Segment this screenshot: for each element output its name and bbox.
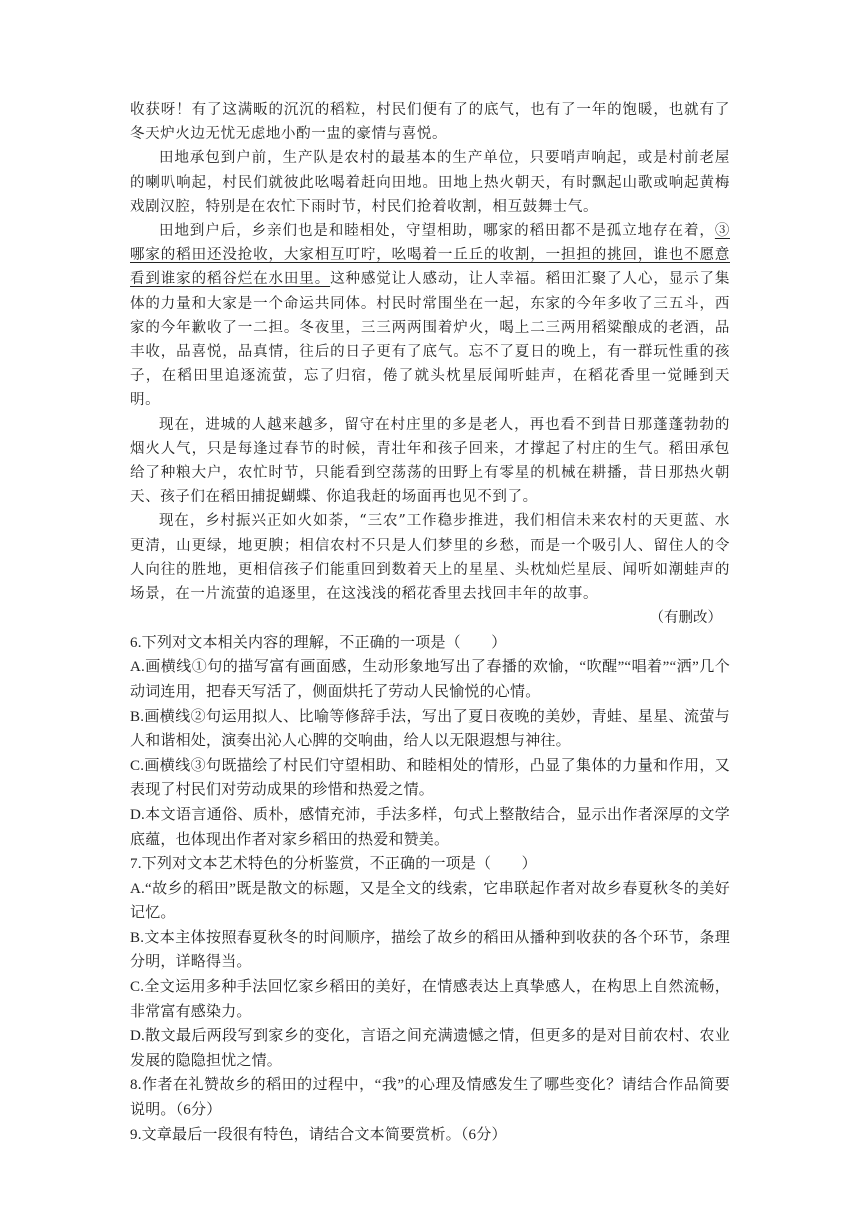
passage-text: 这种感觉让人感动，让人幸福。稻田汇聚了人心，显示了集体的力量和大家是一个命运共同体。村民时常围坐在一起，东家的今年多收了三五斗，西家的今年歉收了一二担。冬夜里，三三两两围着炉火，喝上二三两用稻粱酿成的老酒，品丰收，品喜悦，品真情，往后的日子更有了底气。忘不了夏日的晚上，有一群玩性重的孩子，在稻田里追逐流萤，忘了归宿，倦了就头枕星辰闻听蛙声，在稻花香里一觉睡到天明。 <box>130 271 730 409</box>
passage-paragraph: 收获呀！有了这满畈的沉沉的稻粒，村民们便有了的底气，也有了一年的饱暖，也就有了冬天炉火边无忧无虑地小酌一盅的豪情与喜悦。 <box>130 102 730 143</box>
passage-text: 田地到户后，乡亲们也是和睦相处，守望相助，哪家的稻田都不是孤立地存在着， <box>159 223 715 240</box>
question-6-option-c: C.画横线③句既描绘了村民们守望相助、和睦相处的情形，凸显了集体的力量和作用，又表现了村民们对劳动成果的珍惜和热爱之情。 <box>130 757 730 799</box>
page-content <box>130 98 730 1147</box>
question-6-option-a: A.画横线①句的描写富有画面感，生动形象地写出了春播的欢愉，“吹醒”“唱着”“洒”几个动词连用，把春天写活了，侧面烘托了劳动人民愉悦的心情。 <box>130 659 730 700</box>
passage-paragraph <box>130 219 730 413</box>
question-6-option-b: B.画横线②句运用拟人、比喻等修辞手法，写出了夏日夜晚的美妙，青蛙、星星、流萤与人和谐相处，演奏出沁人心脾的交响曲，给人以无限遐想与神往。 <box>130 708 730 750</box>
questions-section <box>130 631 730 1147</box>
passage-paragraph: 现在，乡村振兴正如火如荼，“三农”工作稳步推进，我们相信未来农村的天更蓝、水更清，山更绿，地更腴；相信农村不只是人们梦里的乡愁，而是一个吸引人、留住人的令人向往的胜地，更相信孩子们能重回到数着天上的星星、头枕灿烂星辰、闻听如潮蛙声的场景，在一片流萤的追逐里，在这浅浅的稻花香里去找回丰年的故事。 <box>130 513 730 603</box>
passage-paragraph: 现在，进城的人越来越多，留守在村庄里的多是老人，再也看不到昔日那蓬蓬勃勃的烟火人气，只是每逢过春节的时候，青壮年和孩子回来，才撑起了村庄的生气。稻田承包给了种粮大户，农忙时节，只能看到空荡荡的田野上有零星的机械在耕播，昔日那热火朝天、孩子们在稻田捕捉蝴蝶、你追我赶的场面再也见不到了。 <box>130 416 730 506</box>
question-9: 9.文章最后一段很有特色，请结合文本简要赏析。（6分） <box>130 1126 507 1143</box>
question-6: 6.下列对文本相关内容的理解，不正确的一项是（ ） <box>130 634 507 651</box>
passage-paragraph: 田地承包到户前，生产队是农村的最基本的生产单位，只要哨声响起，或是村前老屋的喇叭响起，村民们就彼此吆喝着赶向田地。田地上热火朝天，有时飘起山歌或响起黄梅戏剧汉腔，特别是在农忙下雨时节，村民们抢着收割，相互鼓舞士气。 <box>130 150 730 215</box>
question-7-option-b: B.文本主体按照春夏秋冬的时间顺序，描绘了故乡的稻田从播种到收获的各个环节，条理分明，详略得当。 <box>130 929 730 971</box>
question-7-option-a: A.“故乡的稻田”既是散文的标题，又是全文的线索，它串联起作者对故乡春夏秋冬的美好记忆。 <box>130 880 730 922</box>
question-7-option-d: D.散文最后两段写到家乡的变化，言语之间充满遗憾之情，但更多的是对目前农村、农业发展的隐隐担忧之情。 <box>130 1028 730 1069</box>
underlined-sentence-3: ③哪家的稻田还没抢收，大家相互叮咛，吆喝着一丘丘的收割，一担担的挑回，谁也不愿意看到谁家的稻谷烂在水田里。 <box>130 223 730 288</box>
question-6-option-d: D.本文语言通俗、质朴，感情充沛，手法多样，句式上整散结合，显示出作者深厚的文学底蕴，也体现出作者对家乡稻田的热爱和赞美。 <box>130 806 730 848</box>
question-7: 7.下列对文本艺术特色的分析鉴赏，不正确的一项是（ ） <box>130 856 537 873</box>
question-7-option-c: C.全文运用多种手法回忆家乡稻田的美好，在情感表达上真挚感人，在构思上自然流畅，非常富有感染力。 <box>130 979 730 1020</box>
source-note: （有删改） <box>649 610 722 627</box>
reading-passage <box>130 98 730 606</box>
question-8: 8.作者在礼赞故乡的稻田的过程中，“我”的心理及情感发生了哪些变化？请结合作品简要说明。（6分） <box>130 1077 730 1119</box>
